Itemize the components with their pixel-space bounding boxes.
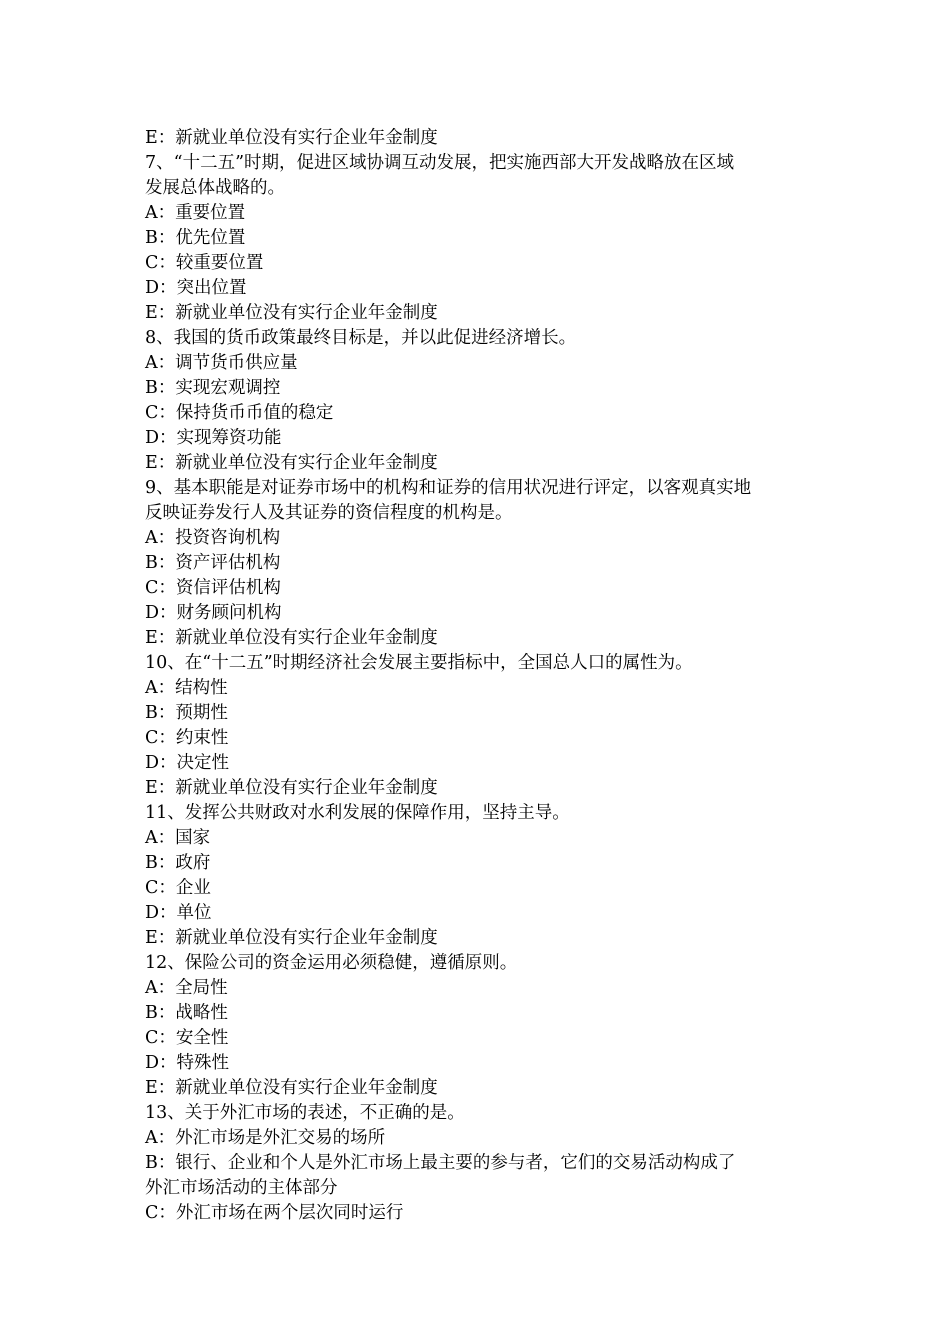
question-13-option-a: A：外汇市场是外汇交易的场所	[145, 1128, 386, 1148]
question-8-stem: 8、我国的货币政策最终目标是，并以此促进经济增长。	[145, 328, 577, 348]
question-10-option-e: E：新就业单位没有实行企业年金制度	[145, 778, 438, 798]
question-8-option-a: A：调节货币供应量	[145, 353, 298, 373]
question-10-option-d: D：决定性	[145, 753, 230, 773]
question-11-option-b: B：政府	[145, 853, 211, 873]
question-13-option-c: C：外汇市场在两个层次同时运行	[145, 1203, 404, 1223]
question-13-stem: 13、关于外汇市场的表述，不正确的是。	[145, 1103, 465, 1123]
question-7-option-a: A：重要位置	[145, 203, 246, 223]
question-7-stem: 7、“十二五”时期，促进区域协调互动发展，把实施西部大开发战略放在区域	[145, 153, 735, 173]
question-12-option-c: C：安全性	[145, 1028, 229, 1048]
question-7-option-c: C：较重要位置	[145, 253, 264, 273]
question-13-option-b: B：银行、企业和个人是外汇市场上最主要的参与者，它们的交易活动构成了	[145, 1153, 736, 1173]
question-8-option-d: D：实现筹资功能	[145, 428, 282, 448]
question-12-option-d: D：特殊性	[145, 1053, 230, 1073]
question-12-option-b: B：战略性	[145, 1003, 228, 1023]
question-10-stem: 10、在“十二五”时期经济社会发展主要指标中，全国总人口的属性为。	[145, 653, 693, 673]
question-10-option-a: A：结构性	[145, 678, 228, 698]
question-11-option-c: C：企业	[145, 878, 211, 898]
question-7-option-b: B：优先位置	[145, 228, 246, 248]
question-11-stem: 11、发挥公共财政对水利发展的保障作用，坚持主导。	[145, 803, 570, 823]
question-12-stem: 12、保险公司的资金运用必须稳健，遵循原则。	[145, 953, 518, 973]
document-body	[145, 126, 810, 1226]
question-8-option-b: B：实现宏观调控	[145, 378, 281, 398]
question-12-option-a: A：全局性	[145, 978, 228, 998]
question-9-stem: 9、基本职能是对证券市场中的机构和证券的信用状况进行评定，以客观真实地	[145, 478, 752, 498]
question-12-option-e: E：新就业单位没有实行企业年金制度	[145, 1078, 438, 1098]
question-9-option-a: A：投资咨询机构	[145, 528, 281, 548]
question-11-option-a: A：国家	[145, 828, 211, 848]
question-7-stem-cont: 发展总体战略的。	[145, 178, 285, 198]
question-10-option-b: B：预期性	[145, 703, 228, 723]
question-8-option-c: C：保持货币币值的稳定	[145, 403, 334, 423]
question-10-option-c: C：约束性	[145, 728, 229, 748]
question-9-option-d: D：财务顾问机构	[145, 603, 282, 623]
question-11-option-e: E：新就业单位没有实行企业年金制度	[145, 928, 438, 948]
question-11-option-d: D：单位	[145, 903, 212, 923]
question-7-option-e: E：新就业单位没有实行企业年金制度	[145, 303, 438, 323]
question-9-option-e: E：新就业单位没有实行企业年金制度	[145, 628, 438, 648]
question-9-option-c: C：资信评估机构	[145, 578, 281, 598]
question-7-option-d: D：突出位置	[145, 278, 247, 298]
question-9-stem-cont: 反映证券发行人及其证券的资信程度的机构是。	[145, 503, 513, 523]
text-line: E：新就业单位没有实行企业年金制度	[145, 128, 438, 148]
question-9-option-b: B：资产评估机构	[145, 553, 281, 573]
question-8-option-e: E：新就业单位没有实行企业年金制度	[145, 453, 438, 473]
question-13-option-b-cont: 外汇市场活动的主体部分	[145, 1178, 338, 1198]
